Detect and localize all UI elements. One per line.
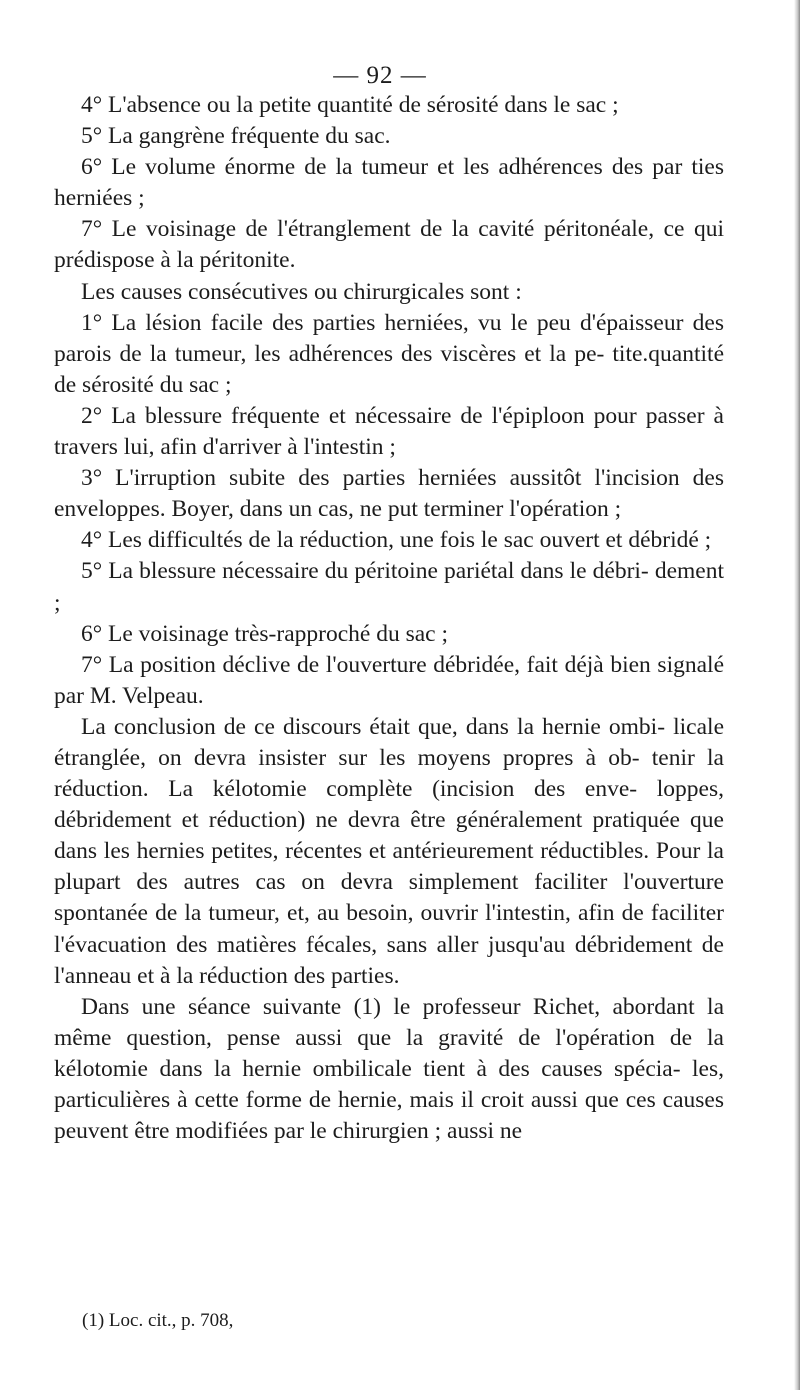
paragraph: 6° Le volume énorme de la tumeur et les adhérences des par ties herniées ; (54, 154, 724, 212)
paragraph: La conclusion de ce discours était que, dans la hernie ombi- licale étranglée, on devra insister sur les moyens propres à ob- tenir la réduction. La kélotomie complète (incision des enve- loppes, débridement et réduction) ne devra être généralement pratiquée que dans les hernies petites, récentes et antérieurement réductibles. Pour la plupart des autres cas on devra simplement faciliter l'ouverture spontanée de la tumeur, et, au besoin, ouvrir l'intestin, afin de faciliter l'évacuation des matières fécales, sans aller jusqu'au débridement de l'anneau et à la réduction des parties. (54, 713, 724, 989)
paragraph: 2° La blessure fréquente et nécessaire de l'épiploon pour passer à travers lui, afin d'arriver à l'intestin ; (54, 402, 724, 461)
page-number: — 92 — (333, 62, 427, 89)
body-text (54, 90, 724, 1147)
paragraph: Les causes consécutives ou chirurgicales sont : (81, 278, 522, 305)
paragraph: Dans une séance suivante (1) le professeur Richet, abordant la même question, pense aussi que la gravité de l'opération de la kélotomie dans la hernie ombilicale tient à des causes spécia- les, particulières à cette forme de hernie, mais il croit aussi que ces causes peuvent être modifiées par le chirurgien ; aussi ne (54, 993, 724, 1145)
paragraph: 3° L'irruption subite des parties herniées aussitôt l'incision des enveloppes. Boyer, dans un cas, ne put terminer l'opération ; (54, 465, 724, 523)
paragraph: 4° Les difficultés de la réduction, une fois le sac ouvert et débridé ; (81, 527, 712, 554)
paragraph: 4° L'absence ou la petite quantité de sérosité dans le sac ; (81, 92, 619, 118)
paragraph: 5° La gangrène fréquente du sac. (81, 123, 391, 150)
paragraph: 5° La blessure nécessaire du péritoine pariétal dans le débri- dement ; (54, 558, 724, 616)
footnote: (1) Loc. cit., p. 708, (82, 1310, 234, 1331)
page-edge-shadow (794, 0, 800, 1390)
paragraph: 7° La position déclive de l'ouverture débridée, fait déjà bien signalé par M. Velpeau. (54, 651, 724, 709)
paragraph: 6° Le voisinage très-rapproché du sac ; (81, 620, 448, 647)
paragraph: 1° La lésion facile des parties herniées, vu le peu d'épaisseur des parois de la tumeur, les adhérences des viscères et la pe- tite.quantité de sérosité du sac ; (54, 309, 724, 398)
paragraph: 7° Le voisinage de l'étranglement de la cavité péritonéale, ce qui prédispose à la péritonite. (54, 216, 724, 274)
